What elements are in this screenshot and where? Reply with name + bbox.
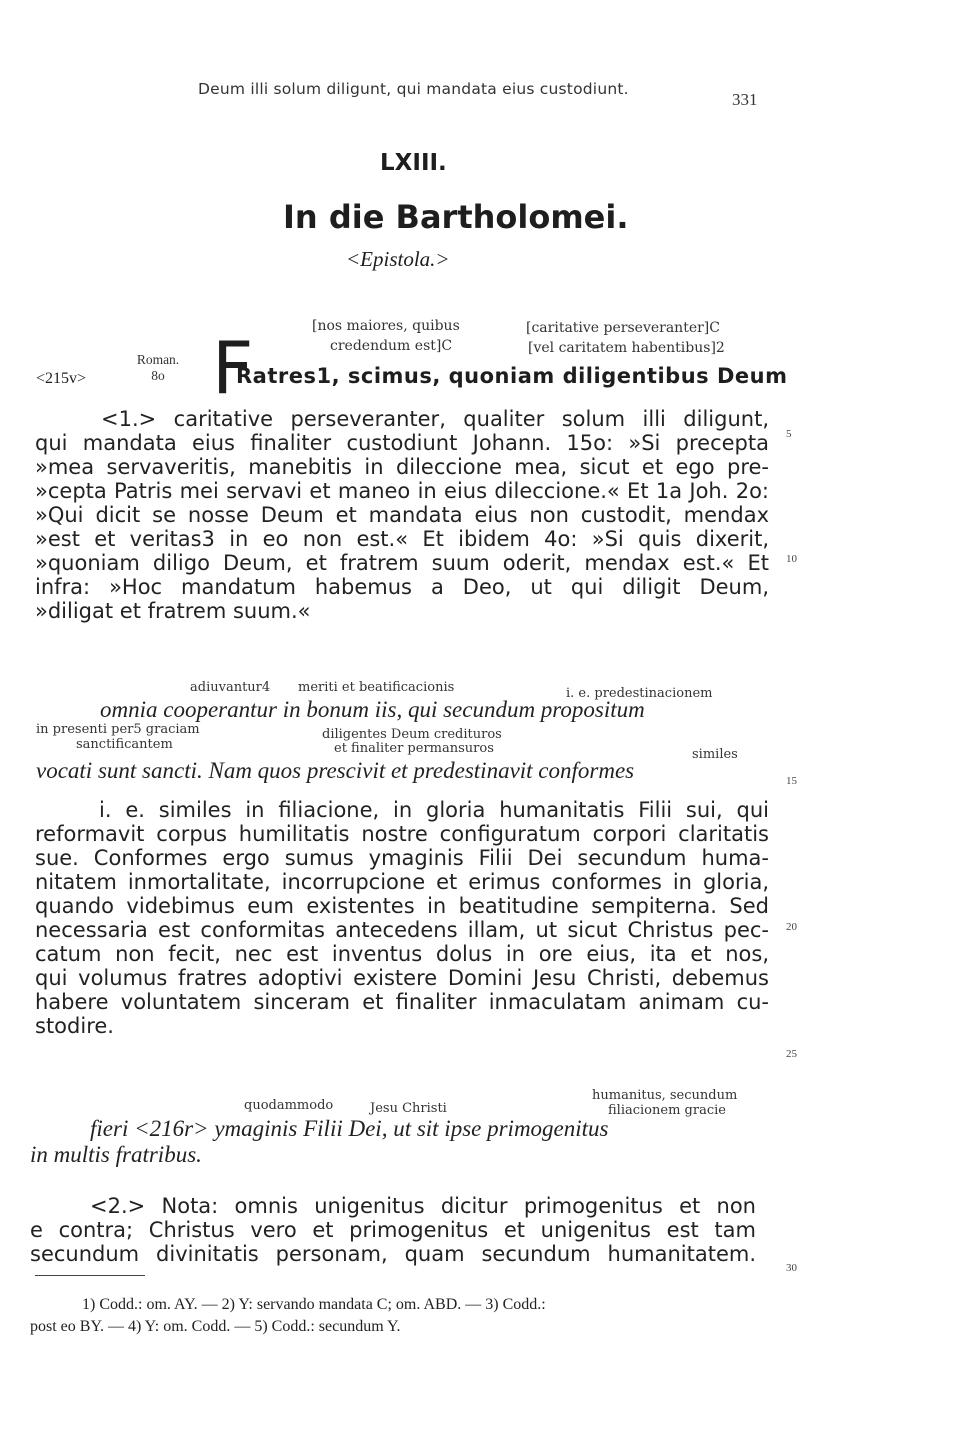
text-line: reformavit corpus humilitatis nostre configuratum corpori claritatis — [35, 822, 769, 846]
chapter-number: LXIII. — [380, 150, 447, 176]
interlinear-gloss: [nos maiores, quibus — [312, 318, 460, 334]
interlinear-gloss: sanctificantem — [76, 737, 173, 752]
text-line: »quoniam diligo Deum, et fratrem suum oderit, mendax est.« Et — [35, 551, 769, 575]
text-line: nitatem inmortalitate, incorrupcione et erimus conformes in gloria, — [35, 870, 769, 894]
line-number: 10 — [786, 553, 797, 565]
text-line: i. e. similes in filiacione, in gloria humanitatis Filii sui, qui — [99, 798, 769, 822]
chapter-title: In die Bartholomei. — [283, 198, 629, 236]
interlinear-gloss: meriti et beatificacionis — [298, 680, 455, 695]
text-line: catum non fecit, nec est inventus dolus in ore eius, ita et nos, — [35, 942, 769, 966]
lemma-line: in multis fratribus. — [30, 1142, 202, 1167]
text-line: necessaria est conformitas antecedens illam, ut sicut Christus pec- — [35, 918, 769, 942]
interlinear-gloss: i. e. predestinacionem — [566, 686, 713, 701]
text-line: qui mandata eius finaliter custodiunt Johann. 15o: »Si precepta — [35, 431, 769, 455]
text-line: secundum divinitatis personam, quam secundum humanitatem. — [30, 1242, 756, 1266]
text-line: »Qui dicit se nosse Deum et mandata eius non custodit, mendax — [35, 503, 769, 527]
line-number: 5 — [786, 428, 792, 440]
text-line: e contra; Christus vero et primogenitus et unigenitus est tam — [30, 1218, 756, 1242]
page-number: 331 — [732, 90, 758, 109]
drop-cap: F — [212, 326, 254, 410]
footnote-line: 1) Codd.: om. AY. — 2) Y: servando mandata C; om. ABD. — 3) Codd.: — [82, 1296, 546, 1313]
interlinear-gloss: et finaliter permansuros — [334, 741, 494, 756]
line-number: 20 — [786, 921, 797, 933]
running-header: Deum illi solum diligunt, qui mandata eius custodiunt. — [198, 80, 629, 98]
interlinear-gloss: credendum est]C — [330, 338, 453, 354]
interlinear-gloss: humanitus, secundum — [592, 1088, 738, 1103]
interlinear-gloss: in presenti per5 graciam — [36, 722, 200, 737]
line-number: 30 — [786, 1262, 797, 1274]
text-line: »est et veritas3 in eo non est.« Et ibidem 4o: »Si quis dixerit, — [35, 527, 769, 551]
interlinear-gloss: [caritative perseveranter]C — [526, 320, 720, 336]
paragraph-1 — [35, 407, 769, 623]
interlinear-gloss: filiacionem gracie — [608, 1103, 726, 1118]
chapter-subtitle: <Epistola.> — [346, 247, 450, 271]
text-line: stodire. — [35, 1014, 114, 1038]
paragraph-3 — [30, 1194, 756, 1266]
lemma-line: vocati sunt sancti. Nam quos prescivit et predestinavit conformes — [36, 758, 635, 783]
text-line: <2.> Nota: omnis unigenitus dicitur primogenitus et non — [90, 1194, 756, 1218]
text-line: habere voluntatem sinceram et finaliter inmaculatam animam cu- — [35, 990, 769, 1014]
text-line: <1.> caritative perseveranter, qualiter solum illi diligunt, — [101, 407, 769, 431]
text-line: infra: »Hoc mandatum habemus a Deo, ut qui diligit Deum, — [35, 575, 769, 599]
interlinear-gloss: [vel caritatem habentibus]2 — [528, 340, 725, 356]
text-line: »cepta Patris mei servavi et maneo in eius dileccione.« Et 1a Joh. 2o: — [35, 479, 769, 503]
text-line: »diligat et fratrem suum.« — [35, 599, 311, 623]
paragraph-2 — [35, 798, 769, 1038]
interlinear-gloss: similes — [692, 747, 738, 762]
interlinear-gloss: quodammodo — [244, 1098, 334, 1113]
lemma-line: fieri <216r> ymaginis Filii Dei, ut sit ipse primogenitus — [90, 1116, 609, 1141]
footnote-rule — [35, 1275, 145, 1276]
interlinear-gloss: adiuvantur4 — [190, 680, 271, 695]
text-line: quando videbimus eum existentes in beatitudine sempiterna. Sed — [35, 894, 769, 918]
interlinear-gloss: diligentes Deum credituros — [322, 727, 502, 742]
source-chapter: 8o — [151, 368, 165, 383]
line-number: 25 — [786, 1048, 797, 1060]
interlinear-gloss: Jesu Christi — [370, 1101, 447, 1116]
lemma-line: omnia cooperantur in bonum iis, qui secundum propositum — [100, 697, 645, 722]
text-line: sue. Conformes ergo sumus ymaginis Filii Dei secundum huma- — [35, 846, 769, 870]
text-line: qui volumus fratres adoptivi existere Domini Jesu Christi, debemus — [35, 966, 769, 990]
source-reference — [134, 352, 182, 384]
footnote-line: post eo BY. — 4) Y: om. Codd. — 5) Codd.: secundum Y. — [30, 1318, 401, 1335]
folio-margin-ref: <215v> — [36, 370, 87, 387]
line-number: 15 — [786, 775, 797, 787]
text-line: »mea servaveritis, manebitis in dileccione mea, sicut et ego pre- — [35, 455, 769, 479]
source-book: Roman. — [136, 352, 180, 367]
incipit-text: Ratres1, scimus, quoniam diligentibus Deum — [236, 364, 788, 388]
